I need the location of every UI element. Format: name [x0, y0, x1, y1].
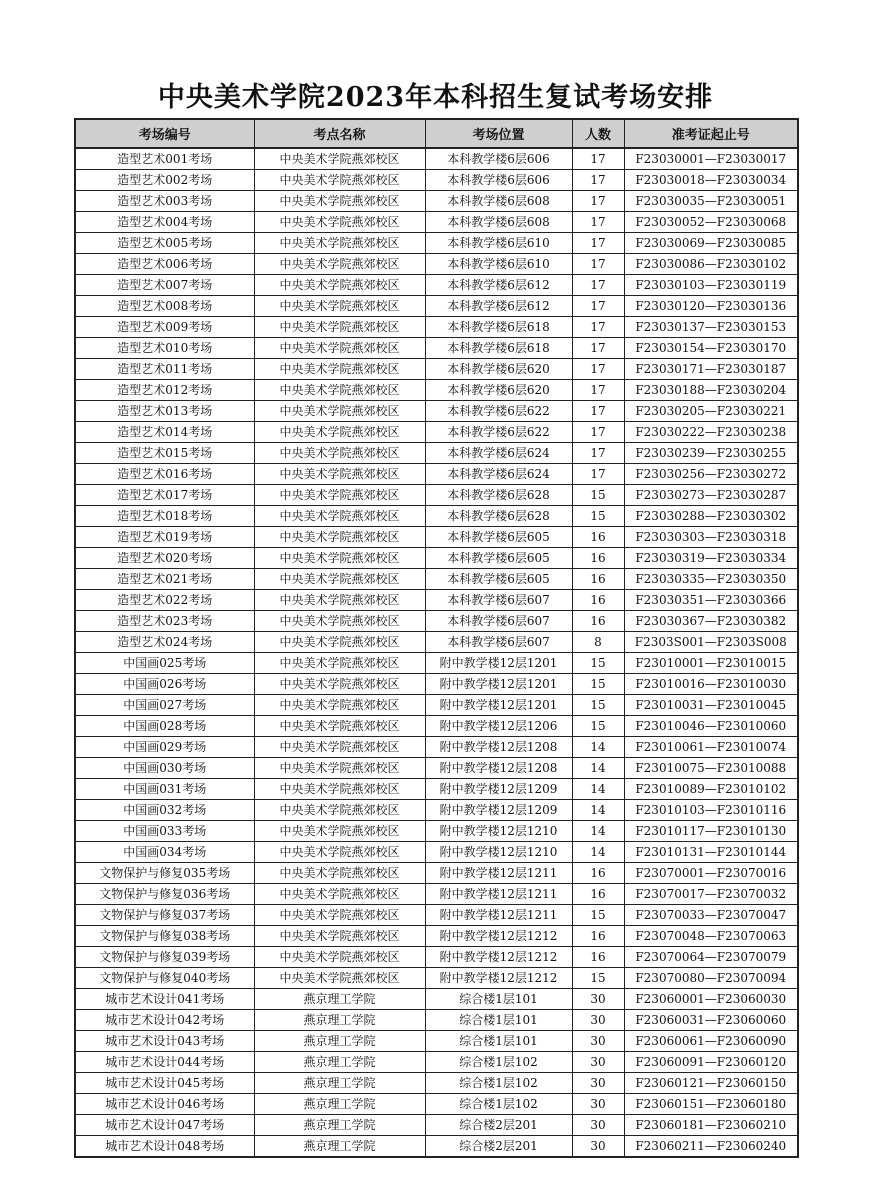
site-name-cell: 中央美术学院燕郊校区: [254, 170, 425, 191]
site-name-cell: 燕京理工学院: [254, 989, 425, 1010]
table-row: [75, 464, 798, 485]
room-code-cell: 文物保护与修复038考场: [75, 926, 254, 947]
exam-room-table: [74, 118, 799, 1158]
table-row: [75, 506, 798, 527]
site-name-cell: 中央美术学院燕郊校区: [254, 800, 425, 821]
site-name-cell: 中央美术学院燕郊校区: [254, 296, 425, 317]
room-location-cell: 本科教学楼6层608: [425, 191, 572, 212]
ticket-range-cell: F23030035—F23030051: [624, 191, 798, 212]
room-code-cell: 中国画029考场: [75, 737, 254, 758]
ticket-range-cell: F23030154—F23030170: [624, 338, 798, 359]
headcount-cell: 16: [572, 947, 624, 968]
site-name-cell: 中央美术学院燕郊校区: [254, 632, 425, 653]
table-row: [75, 947, 798, 968]
headcount-cell: 17: [572, 464, 624, 485]
headcount-cell: 14: [572, 800, 624, 821]
room-location-cell: 附中教学楼12层1210: [425, 821, 572, 842]
room-location-cell: 附中教学楼12层1208: [425, 737, 572, 758]
ticket-range-cell: F23030205—F23030221: [624, 401, 798, 422]
ticket-range-cell: F23070080—F23070094: [624, 968, 798, 989]
room-code-cell: 造型艺术001考场: [75, 148, 254, 170]
room-location-cell: 综合楼1层101: [425, 989, 572, 1010]
table-row: [75, 1031, 798, 1052]
room-code-cell: 中国画027考场: [75, 695, 254, 716]
ticket-range-cell: F23060121—F23060150: [624, 1073, 798, 1094]
table-row: [75, 968, 798, 989]
room-code-cell: 中国画030考场: [75, 758, 254, 779]
table-row: [75, 569, 798, 590]
table-row: [75, 926, 798, 947]
room-location-cell: 附中教学楼12层1211: [425, 863, 572, 884]
site-name-cell: 中央美术学院燕郊校区: [254, 737, 425, 758]
site-name-cell: 中央美术学院燕郊校区: [254, 443, 425, 464]
room-location-cell: 附中教学楼12层1212: [425, 947, 572, 968]
site-name-cell: 燕京理工学院: [254, 1010, 425, 1031]
headcount-cell: 14: [572, 842, 624, 863]
room-location-cell: 综合楼1层101: [425, 1010, 572, 1031]
ticket-range-cell: F23070048—F23070063: [624, 926, 798, 947]
site-name-cell: 燕京理工学院: [254, 1073, 425, 1094]
table-row: [75, 821, 798, 842]
table-row: [75, 359, 798, 380]
ticket-range-cell: F23030001—F23030017: [624, 148, 798, 170]
site-name-cell: 中央美术学院燕郊校区: [254, 674, 425, 695]
room-location-cell: 本科教学楼6层624: [425, 464, 572, 485]
site-name-cell: 中央美术学院燕郊校区: [254, 485, 425, 506]
room-location-cell: 本科教学楼6层610: [425, 254, 572, 275]
ticket-range-cell: F23060211—F23060240: [624, 1136, 798, 1158]
room-code-cell: 造型艺术009考场: [75, 317, 254, 338]
room-location-cell: 附中教学楼12层1212: [425, 926, 572, 947]
site-name-cell: 中央美术学院燕郊校区: [254, 611, 425, 632]
table-row: [75, 170, 798, 191]
site-name-cell: 中央美术学院燕郊校区: [254, 148, 425, 170]
table-row: [75, 380, 798, 401]
headcount-cell: 15: [572, 485, 624, 506]
site-name-cell: 中央美术学院燕郊校区: [254, 653, 425, 674]
ticket-range-cell: F23030188—F23030204: [624, 380, 798, 401]
room-code-cell: 造型艺术004考场: [75, 212, 254, 233]
table-row: [75, 1094, 798, 1115]
headcount-cell: 16: [572, 548, 624, 569]
site-name-cell: 中央美术学院燕郊校区: [254, 842, 425, 863]
room-code-cell: 造型艺术022考场: [75, 590, 254, 611]
headcount-cell: 16: [572, 863, 624, 884]
site-name-cell: 中央美术学院燕郊校区: [254, 254, 425, 275]
room-location-cell: 本科教学楼6层612: [425, 275, 572, 296]
column-header-headcount: 人数: [572, 119, 624, 148]
headcount-cell: 16: [572, 884, 624, 905]
headcount-cell: 15: [572, 905, 624, 926]
table-row: [75, 338, 798, 359]
ticket-range-cell: F23060181—F23060210: [624, 1115, 798, 1136]
room-code-cell: 造型艺术006考场: [75, 254, 254, 275]
table-row: [75, 212, 798, 233]
ticket-range-cell: F23010001—F23010015: [624, 653, 798, 674]
room-code-cell: 中国画034考场: [75, 842, 254, 863]
table-row: [75, 695, 798, 716]
ticket-range-cell: F23030367—F23030382: [624, 611, 798, 632]
room-location-cell: 附中教学楼12层1201: [425, 695, 572, 716]
room-code-cell: 造型艺术007考场: [75, 275, 254, 296]
room-code-cell: 城市艺术设计044考场: [75, 1052, 254, 1073]
table-row: [75, 716, 798, 737]
room-location-cell: 附中教学楼12层1206: [425, 716, 572, 737]
site-name-cell: 燕京理工学院: [254, 1094, 425, 1115]
room-location-cell: 附中教学楼12层1201: [425, 653, 572, 674]
room-location-cell: 综合楼1层102: [425, 1094, 572, 1115]
room-location-cell: 本科教学楼6层628: [425, 506, 572, 527]
headcount-cell: 17: [572, 317, 624, 338]
headcount-cell: 17: [572, 401, 624, 422]
room-location-cell: 本科教学楼6层605: [425, 548, 572, 569]
table-row: [75, 842, 798, 863]
table-row: [75, 1073, 798, 1094]
room-code-cell: 城市艺术设计042考场: [75, 1010, 254, 1031]
headcount-cell: 17: [572, 443, 624, 464]
headcount-cell: 14: [572, 821, 624, 842]
headcount-cell: 17: [572, 338, 624, 359]
room-location-cell: 本科教学楼6层624: [425, 443, 572, 464]
room-location-cell: 本科教学楼6层628: [425, 485, 572, 506]
ticket-range-cell: F23030171—F23030187: [624, 359, 798, 380]
table-row: [75, 317, 798, 338]
site-name-cell: 燕京理工学院: [254, 1136, 425, 1158]
ticket-range-cell: F23010016—F23010030: [624, 674, 798, 695]
table-row: [75, 632, 798, 653]
site-name-cell: 中央美术学院燕郊校区: [254, 863, 425, 884]
headcount-cell: 16: [572, 527, 624, 548]
site-name-cell: 中央美术学院燕郊校区: [254, 590, 425, 611]
headcount-cell: 17: [572, 254, 624, 275]
ticket-range-cell: F23030351—F23030366: [624, 590, 798, 611]
ticket-range-cell: F23060061—F23060090: [624, 1031, 798, 1052]
table-header-row: [75, 119, 798, 148]
room-code-cell: 造型艺术013考场: [75, 401, 254, 422]
room-code-cell: 文物保护与修复036考场: [75, 884, 254, 905]
table-row: [75, 884, 798, 905]
site-name-cell: 中央美术学院燕郊校区: [254, 968, 425, 989]
headcount-cell: 30: [572, 1031, 624, 1052]
room-location-cell: 本科教学楼6层620: [425, 359, 572, 380]
room-code-cell: 造型艺术018考场: [75, 506, 254, 527]
site-name-cell: 中央美术学院燕郊校区: [254, 212, 425, 233]
column-header-site-name: 考点名称: [254, 119, 425, 148]
site-name-cell: 中央美术学院燕郊校区: [254, 716, 425, 737]
headcount-cell: 16: [572, 590, 624, 611]
table-row: [75, 401, 798, 422]
ticket-range-cell: F23030052—F23030068: [624, 212, 798, 233]
site-name-cell: 中央美术学院燕郊校区: [254, 191, 425, 212]
table-row: [75, 590, 798, 611]
table-row: [75, 254, 798, 275]
room-location-cell: 附中教学楼12层1210: [425, 842, 572, 863]
column-header-room-code: 考场编号: [75, 119, 254, 148]
room-location-cell: 本科教学楼6层606: [425, 170, 572, 191]
ticket-range-cell: F23030137—F23030153: [624, 317, 798, 338]
ticket-range-cell: F23030335—F23030350: [624, 569, 798, 590]
room-location-cell: 附中教学楼12层1208: [425, 758, 572, 779]
ticket-range-cell: F23010031—F23010045: [624, 695, 798, 716]
headcount-cell: 30: [572, 989, 624, 1010]
ticket-range-cell: F23030319—F23030334: [624, 548, 798, 569]
room-code-cell: 造型艺术015考场: [75, 443, 254, 464]
room-location-cell: 附中教学楼12层1209: [425, 800, 572, 821]
headcount-cell: 15: [572, 674, 624, 695]
site-name-cell: 中央美术学院燕郊校区: [254, 380, 425, 401]
room-location-cell: 本科教学楼6层610: [425, 233, 572, 254]
ticket-range-cell: F23060091—F23060120: [624, 1052, 798, 1073]
room-location-cell: 本科教学楼6层622: [425, 422, 572, 443]
table-row: [75, 674, 798, 695]
site-name-cell: 中央美术学院燕郊校区: [254, 821, 425, 842]
ticket-range-cell: F23030273—F23030287: [624, 485, 798, 506]
ticket-range-cell: F23030222—F23030238: [624, 422, 798, 443]
ticket-range-cell: F23030086—F23030102: [624, 254, 798, 275]
site-name-cell: 中央美术学院燕郊校区: [254, 779, 425, 800]
headcount-cell: 17: [572, 191, 624, 212]
headcount-cell: 16: [572, 611, 624, 632]
ticket-range-cell: F23030018—F23030034: [624, 170, 798, 191]
room-code-cell: 城市艺术设计043考场: [75, 1031, 254, 1052]
headcount-cell: 17: [572, 212, 624, 233]
site-name-cell: 中央美术学院燕郊校区: [254, 506, 425, 527]
ticket-range-cell: F23060001—F23060030: [624, 989, 798, 1010]
site-name-cell: 中央美术学院燕郊校区: [254, 233, 425, 254]
room-location-cell: 本科教学楼6层612: [425, 296, 572, 317]
headcount-cell: 14: [572, 779, 624, 800]
headcount-cell: 17: [572, 148, 624, 170]
room-code-cell: 城市艺术设计047考场: [75, 1115, 254, 1136]
room-location-cell: 附中教学楼12层1212: [425, 968, 572, 989]
ticket-range-cell: F23010117—F23010130: [624, 821, 798, 842]
table-row: [75, 1136, 798, 1158]
table-row: [75, 737, 798, 758]
headcount-cell: 30: [572, 1115, 624, 1136]
table-row: [75, 611, 798, 632]
room-location-cell: 本科教学楼6层607: [425, 611, 572, 632]
headcount-cell: 15: [572, 695, 624, 716]
headcount-cell: 8: [572, 632, 624, 653]
site-name-cell: 中央美术学院燕郊校区: [254, 359, 425, 380]
headcount-cell: 30: [572, 1010, 624, 1031]
room-code-cell: 造型艺术023考场: [75, 611, 254, 632]
room-code-cell: 中国画025考场: [75, 653, 254, 674]
site-name-cell: 中央美术学院燕郊校区: [254, 905, 425, 926]
site-name-cell: 中央美术学院燕郊校区: [254, 884, 425, 905]
room-location-cell: 本科教学楼6层606: [425, 148, 572, 170]
room-location-cell: 本科教学楼6层607: [425, 590, 572, 611]
table-row: [75, 905, 798, 926]
table-row: [75, 422, 798, 443]
room-code-cell: 造型艺术016考场: [75, 464, 254, 485]
table-row: [75, 779, 798, 800]
ticket-range-cell: F23030256—F23030272: [624, 464, 798, 485]
room-code-cell: 城市艺术设计041考场: [75, 989, 254, 1010]
room-code-cell: 造型艺术003考场: [75, 191, 254, 212]
headcount-cell: 16: [572, 569, 624, 590]
ticket-range-cell: F23060151—F23060180: [624, 1094, 798, 1115]
ticket-range-cell: F23030288—F23030302: [624, 506, 798, 527]
room-code-cell: 中国画033考场: [75, 821, 254, 842]
site-name-cell: 中央美术学院燕郊校区: [254, 569, 425, 590]
ticket-range-cell: F23070017—F23070032: [624, 884, 798, 905]
room-location-cell: 综合楼1层102: [425, 1052, 572, 1073]
room-location-cell: 本科教学楼6层605: [425, 569, 572, 590]
room-location-cell: 本科教学楼6层618: [425, 317, 572, 338]
headcount-cell: 30: [572, 1094, 624, 1115]
headcount-cell: 17: [572, 170, 624, 191]
table-row: [75, 758, 798, 779]
ticket-range-cell: F23070033—F23070047: [624, 905, 798, 926]
table-row: [75, 800, 798, 821]
ticket-range-cell: F23010089—F23010102: [624, 779, 798, 800]
table-row: [75, 443, 798, 464]
ticket-range-cell: F23060031—F23060060: [624, 1010, 798, 1031]
headcount-cell: 14: [572, 737, 624, 758]
room-code-cell: 造型艺术024考场: [75, 632, 254, 653]
ticket-range-cell: F23070001—F23070016: [624, 863, 798, 884]
table-row: [75, 485, 798, 506]
headcount-cell: 17: [572, 359, 624, 380]
table-body: [75, 148, 798, 1157]
site-name-cell: 中央美术学院燕郊校区: [254, 947, 425, 968]
site-name-cell: 中央美术学院燕郊校区: [254, 527, 425, 548]
room-location-cell: 综合楼2层201: [425, 1115, 572, 1136]
room-code-cell: 文物保护与修复039考场: [75, 947, 254, 968]
headcount-cell: 17: [572, 380, 624, 401]
ticket-range-cell: F23010131—F23010144: [624, 842, 798, 863]
room-location-cell: 本科教学楼6层620: [425, 380, 572, 401]
ticket-range-cell: F23030303—F23030318: [624, 527, 798, 548]
headcount-cell: 15: [572, 506, 624, 527]
table-row: [75, 653, 798, 674]
ticket-range-cell: F23030069—F23030085: [624, 233, 798, 254]
site-name-cell: 中央美术学院燕郊校区: [254, 317, 425, 338]
room-code-cell: 造型艺术011考场: [75, 359, 254, 380]
column-header-room-location: 考场位置: [425, 119, 572, 148]
room-code-cell: 城市艺术设计045考场: [75, 1073, 254, 1094]
room-code-cell: 中国画026考场: [75, 674, 254, 695]
site-name-cell: 燕京理工学院: [254, 1052, 425, 1073]
site-name-cell: 中央美术学院燕郊校区: [254, 926, 425, 947]
room-location-cell: 本科教学楼6层607: [425, 632, 572, 653]
room-location-cell: 附中教学楼12层1209: [425, 779, 572, 800]
table-row: [75, 989, 798, 1010]
headcount-cell: 30: [572, 1073, 624, 1094]
room-code-cell: 城市艺术设计048考场: [75, 1136, 254, 1158]
room-location-cell: 综合楼1层101: [425, 1031, 572, 1052]
table-row: [75, 148, 798, 170]
site-name-cell: 中央美术学院燕郊校区: [254, 758, 425, 779]
room-code-cell: 造型艺术017考场: [75, 485, 254, 506]
room-code-cell: 造型艺术012考场: [75, 380, 254, 401]
room-code-cell: 文物保护与修复037考场: [75, 905, 254, 926]
room-code-cell: 文物保护与修复035考场: [75, 863, 254, 884]
room-location-cell: 本科教学楼6层618: [425, 338, 572, 359]
room-code-cell: 造型艺术019考场: [75, 527, 254, 548]
table-row: [75, 548, 798, 569]
room-code-cell: 造型艺术002考场: [75, 170, 254, 191]
ticket-range-cell: F23010046—F23010060: [624, 716, 798, 737]
column-header-ticket-range: 准考证起止号: [624, 119, 798, 148]
room-location-cell: 本科教学楼6层622: [425, 401, 572, 422]
site-name-cell: 中央美术学院燕郊校区: [254, 338, 425, 359]
ticket-range-cell: F23010103—F23010116: [624, 800, 798, 821]
room-code-cell: 造型艺术008考场: [75, 296, 254, 317]
ticket-range-cell: F23010075—F23010088: [624, 758, 798, 779]
headcount-cell: 17: [572, 422, 624, 443]
room-code-cell: 造型艺术010考场: [75, 338, 254, 359]
headcount-cell: 17: [572, 275, 624, 296]
headcount-cell: 16: [572, 926, 624, 947]
headcount-cell: 17: [572, 296, 624, 317]
site-name-cell: 中央美术学院燕郊校区: [254, 464, 425, 485]
headcount-cell: 15: [572, 716, 624, 737]
site-name-cell: 中央美术学院燕郊校区: [254, 275, 425, 296]
table-row: [75, 275, 798, 296]
site-name-cell: 中央美术学院燕郊校区: [254, 548, 425, 569]
site-name-cell: 中央美术学院燕郊校区: [254, 422, 425, 443]
ticket-range-cell: F23070064—F23070079: [624, 947, 798, 968]
table-row: [75, 527, 798, 548]
table-row: [75, 1010, 798, 1031]
headcount-cell: 15: [572, 968, 624, 989]
ticket-range-cell: F23030120—F23030136: [624, 296, 798, 317]
ticket-range-cell: F23030103—F23030119: [624, 275, 798, 296]
room-location-cell: 本科教学楼6层608: [425, 212, 572, 233]
table-row: [75, 1052, 798, 1073]
table-row: [75, 296, 798, 317]
room-location-cell: 附中教学楼12层1211: [425, 884, 572, 905]
ticket-range-cell: F23010061—F23010074: [624, 737, 798, 758]
room-code-cell: 造型艺术014考场: [75, 422, 254, 443]
headcount-cell: 14: [572, 758, 624, 779]
room-code-cell: 中国画032考场: [75, 800, 254, 821]
table-row: [75, 863, 798, 884]
room-code-cell: 城市艺术设计046考场: [75, 1094, 254, 1115]
site-name-cell: 燕京理工学院: [254, 1031, 425, 1052]
site-name-cell: 中央美术学院燕郊校区: [254, 695, 425, 716]
room-location-cell: 综合楼2层201: [425, 1136, 572, 1158]
room-code-cell: 文物保护与修复040考场: [75, 968, 254, 989]
table-row: [75, 191, 798, 212]
room-location-cell: 本科教学楼6层605: [425, 527, 572, 548]
room-code-cell: 中国画028考场: [75, 716, 254, 737]
table-row: [75, 233, 798, 254]
table-row: [75, 1115, 798, 1136]
room-location-cell: 综合楼1层102: [425, 1073, 572, 1094]
page-title: 中央美术学院2023年本科招生复试考场安排: [157, 82, 714, 113]
room-code-cell: 造型艺术005考场: [75, 233, 254, 254]
headcount-cell: 17: [572, 233, 624, 254]
headcount-cell: 30: [572, 1136, 624, 1158]
headcount-cell: 15: [572, 653, 624, 674]
room-code-cell: 造型艺术020考场: [75, 548, 254, 569]
site-name-cell: 中央美术学院燕郊校区: [254, 401, 425, 422]
ticket-range-cell: F2303S001—F2303S008: [624, 632, 798, 653]
site-name-cell: 燕京理工学院: [254, 1115, 425, 1136]
room-code-cell: 造型艺术021考场: [75, 569, 254, 590]
room-location-cell: 附中教学楼12层1211: [425, 905, 572, 926]
headcount-cell: 30: [572, 1052, 624, 1073]
ticket-range-cell: F23030239—F23030255: [624, 443, 798, 464]
room-code-cell: 中国画031考场: [75, 779, 254, 800]
room-location-cell: 附中教学楼12层1201: [425, 674, 572, 695]
